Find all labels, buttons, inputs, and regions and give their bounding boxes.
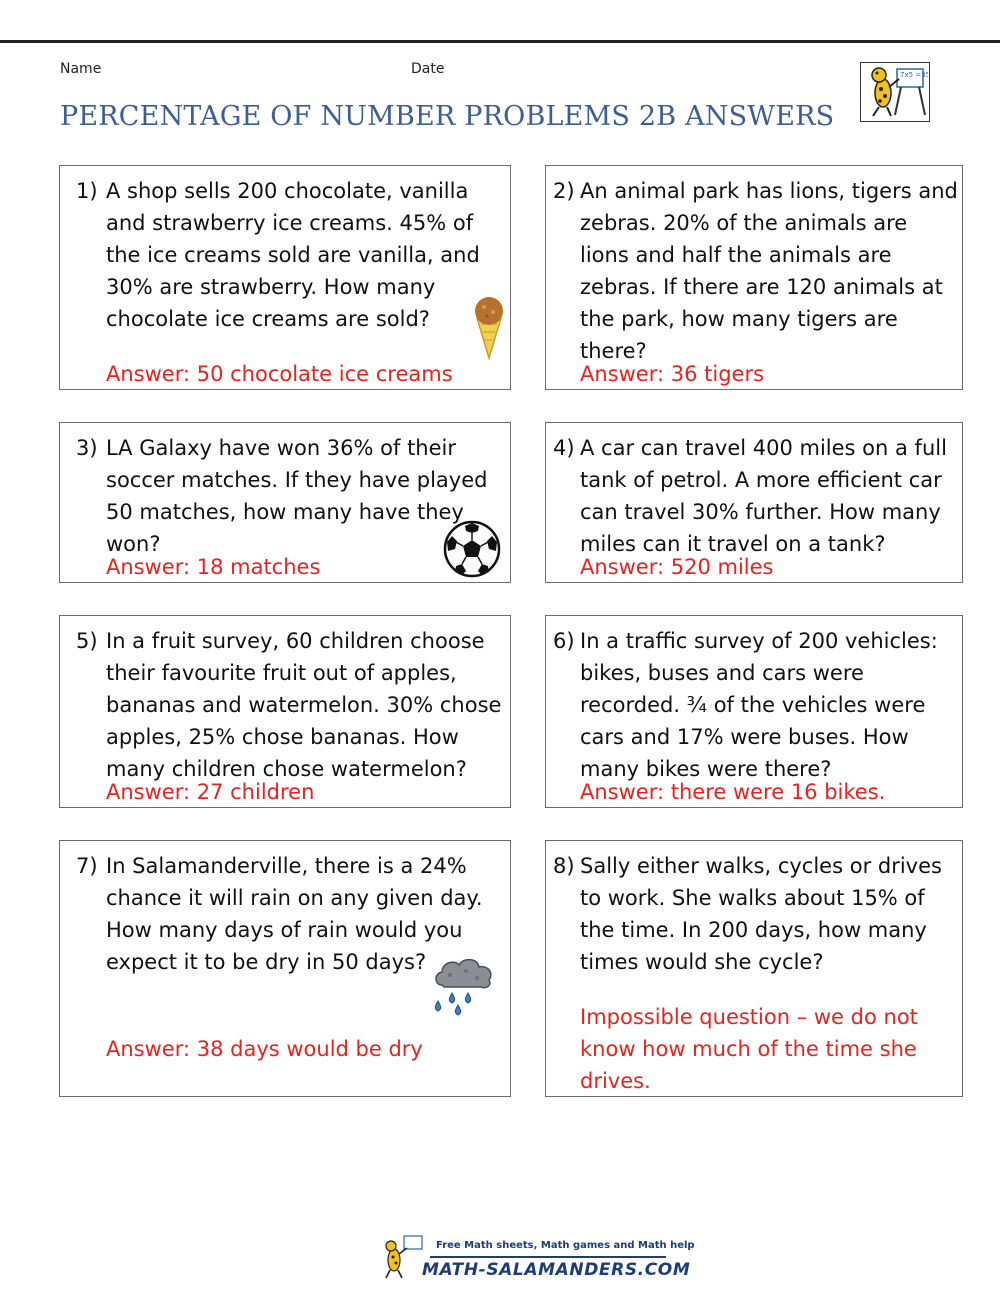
answer-text: Answer: 520 miles bbox=[580, 555, 774, 579]
question-text: Sally either walks, cycles or drives to work. She walks about 15% of the time. In 200 days, how many times would she cycle? bbox=[580, 854, 942, 974]
question-text: In a traffic survey of 200 vehicles: bikes, buses and cars were recorded. ¾ of the vehicles were cars and 17% were buses. How many bikes were there? bbox=[580, 629, 938, 781]
question-number: 8) bbox=[553, 854, 575, 878]
question-number: 1) bbox=[76, 179, 98, 203]
question-text: In Salamanderville, there is a 24% chance it will rain on any given day. How many days of rain would you expect it to be dry in 50 days? bbox=[106, 854, 483, 974]
answer-text: Answer: 38 days would be dry bbox=[106, 1037, 423, 1061]
logo-text: 7x5 =35 bbox=[900, 71, 928, 79]
question-number: 4) bbox=[553, 436, 575, 460]
answer-text: Impossible question – we do not know how much of the time she drives. bbox=[580, 1005, 918, 1093]
name-label: Name bbox=[60, 61, 102, 77]
question-number: 5) bbox=[76, 629, 98, 653]
question-text: An animal park has lions, tigers and zebras. 20% of the animals are lions and half the animals are zebras. If there are 120 animals at the park, how many tigers are there? bbox=[580, 179, 958, 363]
answer-text: Answer: 50 chocolate ice creams bbox=[106, 362, 453, 386]
question-text: LA Galaxy have won 36% of their soccer matches. If they have played 50 matches, how many have they won? bbox=[106, 436, 488, 556]
question-card-8 bbox=[545, 840, 963, 1097]
salamander-logo bbox=[860, 62, 930, 122]
rain-cloud-icon bbox=[430, 953, 498, 1017]
question-number: 6) bbox=[553, 629, 575, 653]
answer-text: Answer: 18 matches bbox=[106, 555, 321, 579]
page-title: PERCENTAGE OF NUMBER PROBLEMS 2B ANSWERS bbox=[60, 101, 835, 132]
footer-brand bbox=[380, 1232, 695, 1282]
question-card-2 bbox=[545, 165, 963, 390]
soccer-ball-icon bbox=[443, 520, 501, 578]
question-text: In a fruit survey, 60 children choose their favourite fruit out of apples, bananas and watermelon. 30% chose apples, 25% chose bananas. How many children chose watermelon? bbox=[106, 629, 502, 781]
question-text: A shop sells 200 chocolate, vanilla and strawberry ice creams. 45% of the ice creams sold are vanilla, and 30% are strawberry. How many chocolate ice creams are sold? bbox=[106, 179, 480, 331]
question-card-5 bbox=[59, 615, 511, 808]
answer-text: Answer: 36 tigers bbox=[580, 362, 765, 386]
question-card-6 bbox=[545, 615, 963, 808]
question-card-1 bbox=[59, 165, 511, 390]
top-rule bbox=[0, 40, 1000, 43]
question-number: 3) bbox=[76, 436, 98, 460]
question-text: A car can travel 400 miles on a full tank of petrol. A more efficient car can travel 30% further. How many miles can it travel on a tank? bbox=[580, 436, 947, 556]
question-card-7 bbox=[59, 840, 511, 1097]
ice-cream-icon bbox=[472, 294, 506, 360]
salamander-mascot-icon bbox=[380, 1234, 424, 1280]
footer-site-name: MATH-SALAMANDERS.COM bbox=[422, 1260, 691, 1280]
question-card-3 bbox=[59, 422, 511, 583]
date-label: Date bbox=[411, 61, 445, 77]
question-number: 7) bbox=[76, 854, 98, 878]
question-card-4 bbox=[545, 422, 963, 583]
answer-text: Answer: there were 16 bikes. bbox=[580, 780, 886, 804]
footer-tagline: Free Math sheets, Math games and Math help bbox=[436, 1240, 695, 1251]
footer-rule bbox=[430, 1256, 666, 1258]
answer-text: Answer: 27 children bbox=[106, 780, 315, 804]
question-number: 2) bbox=[553, 179, 575, 203]
